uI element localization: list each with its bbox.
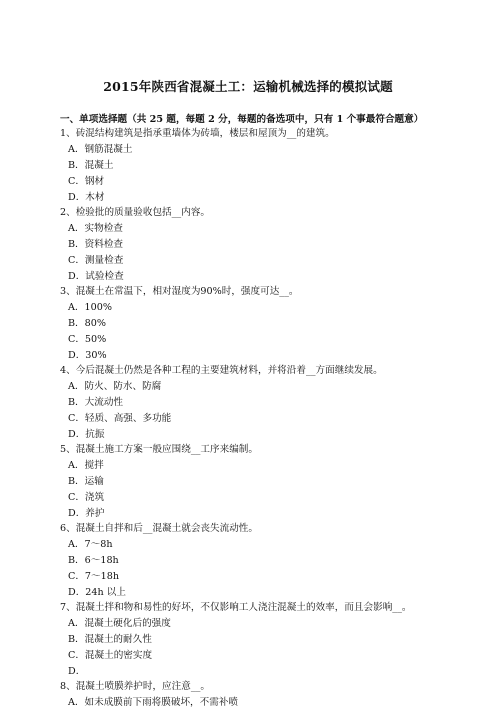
question-4: [60, 363, 440, 442]
option-a: A．100%: [68, 302, 112, 314]
option-a: A．混凝土硬化后的强度: [68, 618, 171, 630]
question-3: [60, 284, 440, 363]
question-8: [60, 679, 440, 711]
option-d: D．: [68, 665, 86, 677]
option-b: B．大流动性: [68, 396, 124, 408]
question-7: [60, 600, 440, 679]
question-1: [60, 126, 440, 205]
document-body: [60, 113, 440, 711]
option-d: D．24h 以上: [68, 586, 126, 598]
document-title: 2015年陕西省混凝土工：运输机械选择的模拟试题: [103, 79, 393, 94]
option-d: D．30%: [68, 349, 107, 361]
option-b: B．80%: [68, 317, 106, 329]
option-c: C．测量检查: [68, 254, 124, 266]
option-a: A．实物检查: [68, 223, 123, 235]
option-d: D．抗振: [68, 428, 105, 440]
question-text: 3、混凝土在常温下，相对湿度为90%时，强度可达__。: [60, 286, 299, 298]
option-c: C．混凝土的密实度: [68, 649, 153, 661]
question-text: 1、砖混结构建筑是指承重墙体为砖墙，楼层和屋顶为__的建筑。: [60, 128, 335, 140]
section-heading: 一、单项选择题（共 25 题，每题 2 分，每题的备选项中，只有 1 个事最符合题意）: [60, 114, 424, 125]
option-c: C．钢材: [68, 175, 105, 187]
question-text: 6、混凝土自拌和后__混凝土就会丧失流动性。: [60, 523, 258, 535]
question-text: 4、今后混凝土仍然是各种工程的主要建筑材料，并将沿着__方面继续发展。: [60, 365, 383, 377]
question-text: 2、检验批的质量验收包括__内容。: [60, 207, 211, 219]
option-d: D．养护: [68, 507, 105, 519]
question-2: [60, 205, 440, 284]
question-text: 8、混凝土喷膜养护时，应注意__。: [60, 681, 211, 693]
option-b: B．运输: [68, 475, 104, 487]
question-5: [60, 442, 440, 521]
option-d: D．木材: [68, 191, 105, 203]
option-c: C．轻质、高强、多功能: [68, 412, 172, 424]
question-text: 5、混凝土施工方案一般应围绕__工序来编制。: [60, 444, 258, 456]
option-a: A．防火、防水、防腐: [68, 381, 162, 393]
option-b: B．6～18h: [68, 554, 119, 566]
option-c: C．50%: [68, 333, 107, 345]
option-b: B．混凝土的耐久性: [68, 633, 152, 645]
option-b: B．资料检查: [68, 238, 124, 250]
option-b: B．混凝土: [68, 160, 114, 171]
option-c: C．浇筑: [68, 491, 105, 503]
option-a: A．钢筋混凝土: [68, 144, 133, 156]
option-d: D．试验检查: [68, 270, 124, 282]
option-a: A．如未成膜前下雨将膜破坏，不需补喷: [68, 697, 239, 709]
question-6: [60, 521, 440, 600]
option-c: C．7～18h: [68, 570, 120, 582]
option-a: A．搅拌: [68, 460, 104, 472]
question-text: 7、混凝土拌和物和易性的好坏，不仅影响工人浇注混凝土的效率，而且会影响__。: [60, 602, 412, 614]
option-a: A．7～8h: [68, 539, 113, 551]
